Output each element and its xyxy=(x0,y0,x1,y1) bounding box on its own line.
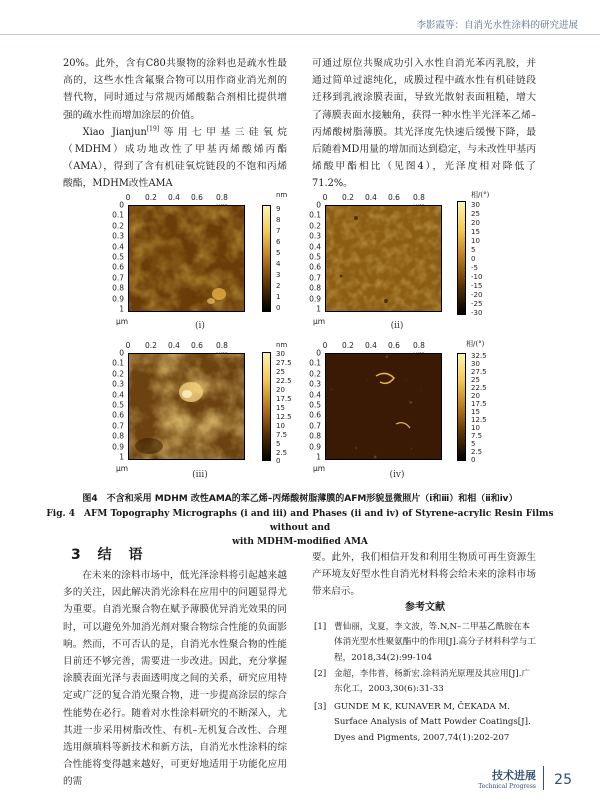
colorbar-tick: 7 xyxy=(276,227,281,235)
colorbar-tick: 1 xyxy=(276,293,281,301)
x-tick: 0 xyxy=(322,193,328,202)
y-tick: 0.8 xyxy=(112,431,124,441)
x-tick: 0.4 xyxy=(365,341,377,350)
paragraph: 可通过原位共聚成功引入水性自消光苯丙乳胶，并通过简单过滤纯化，成膜过程中疏水性有机硅链段迁移到乳液涂膜表面，导致光散射表面粗糙，增大了薄膜表面水接触角，获得一种水性半光泽苯乙烯–丙烯酸树脂薄膜。其光泽度先快速后缓慢下降，最后随着MD用量的增加而达到稳定，与未改性甲基丙烯酸甲酯相比（见图4），光泽度相对降低了71.2%。 xyxy=(312,58,536,190)
colorbar-unit: 相/(°) xyxy=(466,340,485,348)
afm-image-topography-i xyxy=(128,205,245,312)
references-title: 参考文献 xyxy=(405,602,445,613)
colorbar-tick: 27.5 xyxy=(471,368,487,376)
y-tick: 1 xyxy=(316,452,321,462)
colorbar-tick: 30 xyxy=(471,201,480,209)
page-number: 25 xyxy=(554,772,572,788)
x-tick: 0.8 xyxy=(413,193,425,202)
colorbar-iii xyxy=(262,352,271,461)
colorbar-tick: 12.5 xyxy=(471,416,487,424)
x-tick: 0.2 xyxy=(145,193,157,202)
colorbar-tick: -15 xyxy=(471,282,483,290)
y-tick: 0.3 xyxy=(112,231,124,241)
reference-text: 曹仙丽，戈夏，李文波，等.N,N–二甲基乙酰胺在本体消光型水性聚氨酯中的作用[J].高分子材料科学与工程，2018,34(2):99-104 xyxy=(334,622,536,663)
colorbar-tick: 0 xyxy=(276,304,281,312)
x-tick: 0.8 xyxy=(413,341,425,350)
reference-number: [3] xyxy=(314,702,327,712)
y-tick: 0.2 xyxy=(112,369,124,379)
figure-caption-en-line: with MDHM-modified AMA xyxy=(232,537,368,547)
y-tick: 0.7 xyxy=(309,273,321,283)
citation: [19] xyxy=(146,125,160,133)
y-tick: 0.7 xyxy=(112,421,124,431)
paragraph: 20%。此外，含有C80共聚物的涂料也是疏水性最高的，这些水性含氟聚合物可以用作商业消光剂的替代物，同时通过与常规丙烯酸黏合剂相比提供增强的疏水性而增加涂层的价值。 xyxy=(63,58,287,121)
colorbar-tick: 25 xyxy=(276,368,285,376)
colorbar-tick: 30 xyxy=(276,350,285,358)
reference-number: [1] xyxy=(314,622,327,632)
right-column-bottom xyxy=(312,549,536,601)
axis-unit: μm xyxy=(116,317,129,326)
colorbar-tick: 30 xyxy=(471,360,480,368)
y-tick: 0.9 xyxy=(309,442,321,452)
colorbar-tick: -5 xyxy=(471,264,478,272)
y-tick: 0.9 xyxy=(112,294,124,304)
reference-item xyxy=(314,700,536,746)
colorbar-tick: 15 xyxy=(471,408,480,416)
y-axis-ticks xyxy=(297,348,321,462)
journal-title-en: Technical Progress xyxy=(478,783,536,790)
colorbar-tick: 17.5 xyxy=(276,395,292,403)
y-tick: 0.1 xyxy=(112,210,124,220)
x-tick: 0 xyxy=(322,341,328,350)
x-tick: 0.6 xyxy=(191,193,203,202)
figure-caption-en xyxy=(40,507,560,549)
colorbar-tick: 5 xyxy=(276,249,281,257)
figure-caption-zh: 图4 不含和采用 MDHM 改性AMA的苯乙烯–丙烯酸树脂薄膜的AFM形貌显微照片（ⅰ和ⅲ）和相（ⅱ和ⅳ） xyxy=(82,494,518,504)
x-tick: 0.4 xyxy=(168,341,180,350)
y-tick: 0.8 xyxy=(112,283,124,293)
y-tick: 0.2 xyxy=(309,369,321,379)
y-tick: 0.9 xyxy=(112,442,124,452)
colorbar-tick: 10 xyxy=(471,424,480,432)
colorbar-tick: 32.5 xyxy=(471,352,487,360)
colorbar-tick: 4 xyxy=(276,260,281,268)
colorbar-tick: 0 xyxy=(471,456,476,464)
x-tick: 0.8 xyxy=(216,193,228,202)
afm-image-svg xyxy=(129,354,244,459)
y-tick: 0.6 xyxy=(112,410,124,420)
y-tick: 0 xyxy=(316,348,321,358)
afm-image-svg xyxy=(326,354,441,459)
paragraph: 在未来的涂料市场中，低光泽涂料将引起越来越多的关注，因此解决消光涂料在应用中的问题显得尤为重要。自消光聚合物在赋予薄膜优异消光效果的同时，可以避免外加消光剂对聚合物综合性能的负面影响。然而，不可否认的是，自消光水性聚合物的性能目前还不够完善，需要进一步改进。因此，充分掌握涂膜表面光泽与表面透明度之间的关系，研究应用特定或广泛的复合消光聚合物，进一步提高涂层的综合性能势在必行。随着对水性涂料研究的不断深入，尤其进一步采用树脂改性、有机–无机复合改性、合理选用颜填料等新技术和新方法，自消光水性涂料的综合性能将变得越来越好，可更好地适用于功能化应用的需 xyxy=(63,570,287,788)
x-tick: 0.6 xyxy=(388,341,400,350)
afm-image-topography-iii xyxy=(128,353,245,460)
colorbar-tick: 9 xyxy=(276,205,281,213)
x-tick: 0.4 xyxy=(365,193,377,202)
y-tick: 0.4 xyxy=(309,390,321,400)
y-tick: 0.2 xyxy=(309,221,321,231)
y-tick: 0.5 xyxy=(309,252,321,262)
colorbar-unit: 相/(°) xyxy=(471,191,490,199)
axis-unit: μm xyxy=(313,464,326,473)
journal-footer xyxy=(478,767,536,790)
y-tick: 0.6 xyxy=(112,262,124,272)
y-tick: 0.1 xyxy=(309,210,321,220)
y-axis-ticks xyxy=(100,348,124,462)
panel-label: (iv) xyxy=(389,470,405,480)
colorbar-tick: 10 xyxy=(276,422,285,430)
colorbar-ii xyxy=(457,201,466,315)
paragraph: 要。此外，我们相信开发和利用生物质可再生资源生产环境友好型水性自消光材料将会给未来的涂料市场带来启示。 xyxy=(312,552,536,598)
colorbar-tick: -30 xyxy=(471,309,483,317)
y-axis-ticks xyxy=(100,200,124,314)
reference-text: 金超，李伟普，杨新宏.涂料消光原理及其应用[J].广东化工，2003,30(6):31-33 xyxy=(334,669,531,695)
y-tick: 0.4 xyxy=(112,242,124,252)
y-tick: 0.8 xyxy=(309,283,321,293)
y-tick: 0.7 xyxy=(112,273,124,283)
author-name: Xiao Jianjun xyxy=(82,126,147,138)
y-tick: 0 xyxy=(119,200,124,210)
panel-label: (iii) xyxy=(192,470,208,480)
y-tick: 0.4 xyxy=(309,242,321,252)
panel-label: (ii) xyxy=(390,321,404,331)
colorbar-tick: 5 xyxy=(471,440,476,448)
colorbar-tick: 22.5 xyxy=(471,384,487,392)
y-tick: 0.5 xyxy=(112,400,124,410)
colorbar-tick: 15 xyxy=(276,404,285,412)
x-tick: 0 xyxy=(125,341,131,350)
y-tick: 0 xyxy=(316,200,321,210)
colorbar-tick: 0 xyxy=(471,255,476,263)
section-heading: 3 结 语 xyxy=(71,547,149,563)
colorbar-tick: 5 xyxy=(276,440,281,448)
y-tick: 1 xyxy=(119,304,124,314)
colorbar-tick: 3 xyxy=(276,271,281,279)
colorbar-tick: 2.5 xyxy=(276,449,288,457)
footer-divider xyxy=(543,766,544,790)
colorbar-tick: -25 xyxy=(471,300,483,308)
y-tick: 0.1 xyxy=(309,358,321,368)
colorbar-tick: 22.5 xyxy=(276,377,292,385)
running-header: 李影霞等：自消光水性涂料的研究进展 xyxy=(416,20,578,31)
y-tick: 0.6 xyxy=(309,410,321,420)
figure-caption-en-line: Fig. 4 AFM Topography Micrographs (ⅰ and ⅲ) and Phases (ⅱ and ⅳ) of Styrene-acrylic Resin Films without and xyxy=(46,509,554,533)
colorbar-tick: 20 xyxy=(471,219,480,227)
colorbar-i xyxy=(262,205,271,312)
colorbar-tick: 7.5 xyxy=(471,432,483,440)
colorbar-tick: 8 xyxy=(276,216,281,224)
x-tick: 0.2 xyxy=(342,193,354,202)
x-tick: 0.2 xyxy=(145,341,157,350)
y-tick: 0 xyxy=(119,348,124,358)
colorbar-tick: 20 xyxy=(471,392,480,400)
y-tick: 0.6 xyxy=(309,262,321,272)
axis-unit: μm xyxy=(313,317,326,326)
left-column-bottom xyxy=(63,567,287,791)
colorbar-tick: 17.5 xyxy=(471,400,487,408)
colorbar-tick: -10 xyxy=(471,273,483,281)
colorbar-tick: 25 xyxy=(471,210,480,218)
y-tick: 0.9 xyxy=(309,294,321,304)
colorbar-tick: 7.5 xyxy=(276,431,288,439)
x-tick: 0.4 xyxy=(168,193,180,202)
y-tick: 0.4 xyxy=(112,390,124,400)
colorbar-tick: 0 xyxy=(276,457,281,465)
y-axis-ticks xyxy=(297,200,321,314)
colorbar-tick: 25 xyxy=(471,376,480,384)
colorbar-tick: 10 xyxy=(471,237,480,245)
reference-item xyxy=(314,667,536,698)
colorbar-tick: 20 xyxy=(276,386,285,394)
x-tick: 0.6 xyxy=(191,341,203,350)
y-tick: 0.8 xyxy=(309,431,321,441)
y-tick: 0.5 xyxy=(309,400,321,410)
y-tick: 0.3 xyxy=(112,379,124,389)
y-tick: 0.2 xyxy=(112,221,124,231)
y-tick: 1 xyxy=(119,452,124,462)
colorbar-tick: 5 xyxy=(471,246,476,254)
y-tick: 0.5 xyxy=(112,252,124,262)
y-tick: 0.7 xyxy=(309,421,321,431)
reference-text: GUNDE M K, KUNAVER M, ČEKADA M. Surface Analysis of Matt Powder Coatings[J]. Dyes and Pigments, 2007,74(1):202-207 xyxy=(334,702,531,743)
colorbar-tick: 15 xyxy=(471,228,480,236)
x-tick: 0.2 xyxy=(342,341,354,350)
colorbar-unit: nm xyxy=(276,341,288,349)
colorbar-tick: 2 xyxy=(276,282,281,290)
y-tick: 0.1 xyxy=(112,358,124,368)
y-tick: 0.3 xyxy=(309,379,321,389)
paragraph-text: 等用七甲基三硅氧烷（MDHM）成功地改性了甲基丙烯酸烯丙酯（AMA），得到了含有机硅氧烷链段的不饱和丙烯酸酯，MDHM改性AMA xyxy=(63,126,287,190)
afm-image-svg xyxy=(326,206,441,311)
x-tick: 0 xyxy=(125,193,131,202)
afm-image-phase-iv xyxy=(325,353,442,460)
y-tick: 0.3 xyxy=(309,231,321,241)
x-tick: 0.6 xyxy=(388,193,400,202)
y-tick: 1 xyxy=(316,304,321,314)
reference-number: [2] xyxy=(314,669,327,679)
reference-item xyxy=(314,620,536,666)
x-tick: 0.8 xyxy=(216,341,228,350)
axis-unit: μm xyxy=(116,464,129,473)
journal-title-cn: 技术进展 xyxy=(492,769,536,782)
afm-image-svg xyxy=(129,206,244,311)
colorbar-tick: 6 xyxy=(276,238,281,246)
colorbar-tick: 2.5 xyxy=(471,448,483,456)
colorbar-tick: -20 xyxy=(471,291,483,299)
panel-label: (i) xyxy=(195,321,205,331)
colorbar-tick: 27.5 xyxy=(276,359,292,367)
colorbar-unit: nm xyxy=(276,191,288,199)
colorbar-iv xyxy=(457,353,466,461)
afm-image-phase-ii xyxy=(325,205,442,312)
colorbar-tick: 12.5 xyxy=(276,413,292,421)
